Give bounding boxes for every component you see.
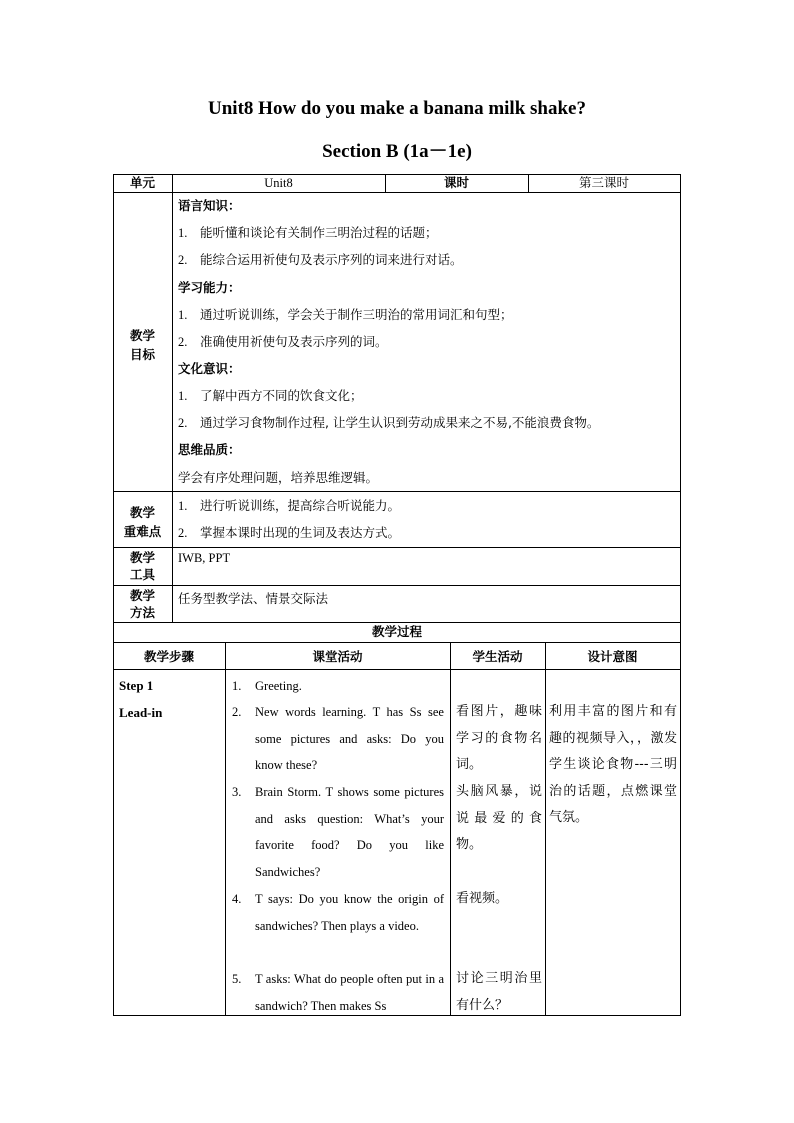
language-heading: 语言知识： (178, 198, 241, 213)
methods-value: 任务型教学法、情景交际法 (178, 591, 329, 606)
step-name-line2: Lead-in (119, 704, 163, 720)
thinking-heading: 思维品质： (178, 442, 241, 457)
ability-item: 2. 准确使用祈使句及表示序列的词。 (178, 334, 388, 349)
methods-label-line1: 教学 (129, 588, 155, 603)
period-value: 第三课时 (578, 175, 629, 190)
objectives-label-line1: 教学 (129, 328, 155, 343)
tools-label-line2: 工具 (129, 567, 155, 582)
language-item: 1. 能听懂和谈论有关制作三明治过程的话题； (178, 225, 438, 240)
column-header-student-activity: 学生活动 (472, 649, 523, 664)
language-item: 2. 能综合运用祈使句及表示序列的词来进行对话。 (178, 252, 463, 267)
culture-item: 1. 了解中西方不同的饮食文化； (178, 388, 363, 403)
key-point-item: 2. 掌握本课时出现的生词及表达方式。 (178, 525, 401, 540)
objectives-label-line2: 目标 (129, 347, 155, 362)
key-points-label (113, 503, 172, 541)
process-heading: 教学过程 (371, 624, 422, 639)
tools-label-line1: 教学 (129, 550, 155, 565)
culture-heading: 文化意识： (178, 361, 241, 376)
key-points-label-line1: 教学 (129, 505, 155, 520)
activity-item: 4. T says: Do you know the origin of sandwiches? Then plays a video. (232, 892, 444, 933)
column-header-class-activity: 课堂活动 (312, 649, 363, 664)
document-title: Unit8 How do you make a banana milk shake? (208, 98, 586, 119)
student-activity: 看视频。 (456, 891, 509, 906)
ability-item: 1. 通过听说训练，学会关于制作三明治的常用词汇和句型； (178, 307, 513, 322)
activity-item: 1. Greeting. (232, 679, 302, 693)
culture-item: 2. 通过学习食物制作过程, 让学生认识到劳动成果来之不易,不能浪费食物。 (178, 415, 600, 430)
objectives-label (113, 326, 172, 364)
methods-label-line2: 方法 (129, 605, 155, 620)
student-activity: 看图片，趣味学习的食物名词。 (456, 704, 542, 772)
student-activity: 头脑风暴，说说最爱的食物。 (456, 784, 542, 852)
column-header-step: 教学步骤 (143, 649, 194, 664)
ability-heading: 学习能力： (178, 280, 241, 295)
unit-value: Unit8 (264, 176, 293, 190)
activity-item: 3. Brain Storm. T shows some pictures and asks question: What’s your favorite food? Do you like Sandwiches? (232, 785, 444, 879)
thinking-text: 学会有序处理问题，培养思维逻辑。 (178, 470, 379, 485)
activity-item: 2. New words learning. T has Ss see some pictures and asks: Do you know these? (232, 705, 444, 772)
tools-label (113, 549, 172, 583)
column-header-design-intent: 设计意图 (587, 649, 638, 664)
design-intent: 利用丰富的图片和有趣的视频导入，，激发学生谈论食物---三明治的话题，点燃课堂气氛。 (549, 704, 677, 825)
key-point-item: 1. 进行听说训练，提高综合听说能力。 (178, 498, 401, 513)
tools-value: IWB, PPT (178, 551, 231, 565)
step-name (119, 673, 219, 726)
student-activity: 讨论三明治里有什么？ (456, 971, 542, 1013)
key-points-label-line2: 重难点 (123, 524, 162, 539)
activity-item: 5. T asks: What do people often put in a sandwich? Then makes Ss (232, 972, 444, 1013)
document-subtitle: Section B (1a－1e) (322, 141, 472, 162)
unit-label: 单元 (129, 175, 155, 190)
methods-label (113, 587, 172, 621)
step-name-line1: Step 1 (119, 678, 154, 693)
period-label: 课时 (443, 175, 469, 190)
